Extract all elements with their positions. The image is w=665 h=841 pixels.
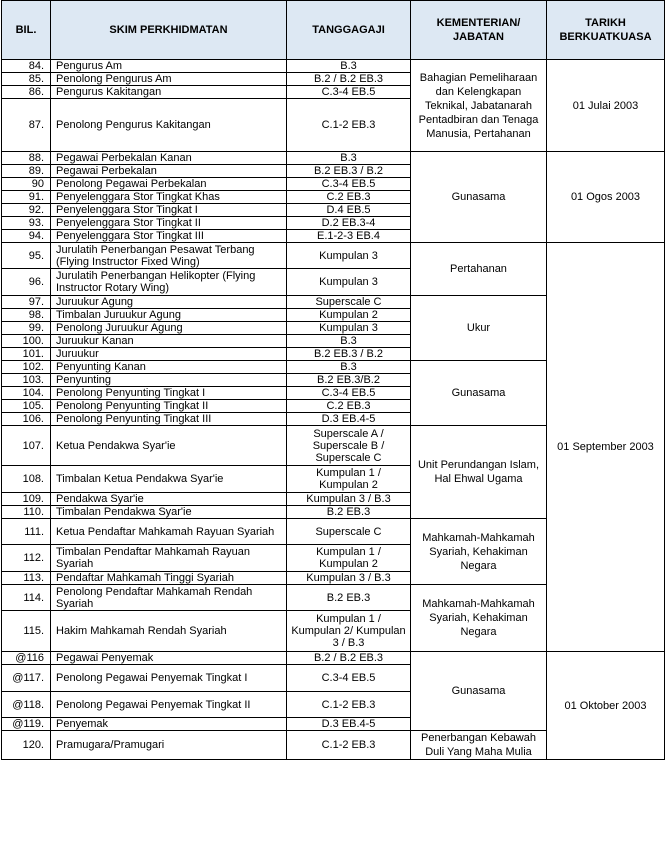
header-tanggagaji: TANGGAGAJI (287, 1, 411, 60)
row-skim: Pegawai Perbekalan Kanan (51, 152, 287, 165)
header-kementerian: KEMENTERIAN/ JABATAN (411, 1, 547, 60)
row-tanggagaji: B.3 (287, 60, 411, 73)
row-tanggagaji: Kumpulan 3 (287, 243, 411, 269)
row-bil: 85. (2, 73, 51, 86)
table-row (2, 652, 665, 665)
row-skim: Pegawai Penyemak (51, 652, 287, 665)
table-row (2, 243, 665, 269)
row-kementerian: Mahkamah-Mahkamah Syariah, Kehakiman Negara (411, 585, 547, 652)
row-bil: @117. (2, 665, 51, 692)
row-tanggagaji: C.3-4 EB.5 (287, 86, 411, 99)
row-tanggagaji: D.3 EB.4-5 (287, 413, 411, 426)
row-tanggagaji: B.3 (287, 361, 411, 374)
row-kementerian: Gunasama (411, 361, 547, 426)
row-bil: 101. (2, 348, 51, 361)
row-skim: Penolong Pegawai Perbekalan (51, 178, 287, 191)
row-bil: 100. (2, 335, 51, 348)
row-kementerian: Unit Perundangan Islam, Hal Ehwal Ugama (411, 426, 547, 519)
row-bil: 102. (2, 361, 51, 374)
row-tarikh: 01 Ogos 2003 (547, 152, 665, 243)
row-skim: Penolong Pengurus Am (51, 73, 287, 86)
row-bil: 110. (2, 506, 51, 519)
row-skim: Timbalan Pendaftar Mahkamah Rayuan Syariah (51, 545, 287, 572)
skim-table (1, 0, 665, 760)
row-skim: Pendaftar Mahkamah Tinggi Syariah (51, 572, 287, 585)
row-bil: 107. (2, 426, 51, 466)
row-bil: 88. (2, 152, 51, 165)
row-tanggagaji: E.1-2-3 EB.4 (287, 230, 411, 243)
header-bil: BIL. (2, 1, 51, 60)
row-tanggagaji: C.1-2 EB.3 (287, 731, 411, 760)
row-bil: 89. (2, 165, 51, 178)
row-skim: Juruukur Agung (51, 296, 287, 309)
row-tanggagaji: D.4 EB.5 (287, 204, 411, 217)
row-skim: Penyemak (51, 718, 287, 731)
row-tanggagaji: B.3 (287, 152, 411, 165)
row-tanggagaji: B.2 EB.3/B.2 (287, 374, 411, 387)
row-bil: @119. (2, 718, 51, 731)
row-skim: Ketua Pendakwa Syar'ie (51, 426, 287, 466)
row-bil: 99. (2, 322, 51, 335)
row-tanggagaji: B.2 EB.3 / B.2 (287, 165, 411, 178)
row-bil: 98. (2, 309, 51, 322)
row-kementerian: Gunasama (411, 152, 547, 243)
row-skim: Hakim Mahkamah Rendah Syariah (51, 611, 287, 652)
row-bil: 84. (2, 60, 51, 73)
header-row (2, 1, 665, 60)
row-tanggagaji: B.2 EB.3 / B.2 (287, 348, 411, 361)
row-kementerian: Penerbangan Kebawah Duli Yang Maha Mulia (411, 731, 547, 760)
row-bil: 95. (2, 243, 51, 269)
row-tanggagaji: B.2 / B.2 EB.3 (287, 652, 411, 665)
row-skim: Juruukur (51, 348, 287, 361)
row-bil: 112. (2, 545, 51, 572)
row-tanggagaji: C.1-2 EB.3 (287, 692, 411, 718)
row-tanggagaji: Kumpulan 3 / B.3 (287, 572, 411, 585)
row-kementerian: Ukur (411, 296, 547, 361)
row-skim: Penyunting Kanan (51, 361, 287, 374)
row-tanggagaji: Kumpulan 1 / Kumpulan 2/ Kumpulan 3 / B.3 (287, 611, 411, 652)
row-tanggagaji: Kumpulan 2 (287, 309, 411, 322)
row-skim: Pengurus Kakitangan (51, 86, 287, 99)
row-skim: Pengurus Am (51, 60, 287, 73)
row-tanggagaji: Superscale C (287, 296, 411, 309)
row-bil: @116 (2, 652, 51, 665)
row-tanggagaji: Kumpulan 3 (287, 322, 411, 335)
row-skim: Jurulatih Penerbangan Pesawat Terbang (Flying Instructor Fixed Wing) (51, 243, 287, 269)
row-bil: 109. (2, 493, 51, 506)
row-tanggagaji: C.1-2 EB.3 (287, 99, 411, 152)
row-skim: Penolong Pendaftar Mahkamah Rendah Syariah (51, 585, 287, 611)
row-skim: Pegawai Perbekalan (51, 165, 287, 178)
row-bil: 111. (2, 519, 51, 545)
row-bil: 120. (2, 731, 51, 760)
row-skim: Pendakwa Syar'ie (51, 493, 287, 506)
row-tanggagaji: Superscale A / Superscale B / Superscale C (287, 426, 411, 466)
row-skim: Timbalan Ketua Pendakwa Syar'ie (51, 466, 287, 493)
row-skim: Juruukur Kanan (51, 335, 287, 348)
row-tanggagaji: Superscale C (287, 519, 411, 545)
row-tanggagaji: D.2 EB.3-4 (287, 217, 411, 230)
row-bil: 103. (2, 374, 51, 387)
row-skim: Pramugara/Pramugari (51, 731, 287, 760)
row-kementerian: Pertahanan (411, 243, 547, 296)
row-tanggagaji: C.2 EB.3 (287, 400, 411, 413)
row-tanggagaji: Kumpulan 3 (287, 269, 411, 296)
row-skim: Penolong Pengurus Kakitangan (51, 99, 287, 152)
row-tanggagaji: B.2 / B.2 EB.3 (287, 73, 411, 86)
row-tanggagaji: D.3 EB.4-5 (287, 718, 411, 731)
row-skim: Timbalan Pendakwa Syar'ie (51, 506, 287, 519)
row-skim: Penyelenggara Stor Tingkat II (51, 217, 287, 230)
row-tanggagaji: C.3-4 EB.5 (287, 178, 411, 191)
row-bil: 93. (2, 217, 51, 230)
row-skim: Penolong Pegawai Penyemak Tingkat II (51, 692, 287, 718)
row-kementerian: Bahagian Pemeliharaan dan Kelengkapan Teknikal, Jabatanarah Pentadbiran dan Tenaga Manusia, Pertahanan (411, 60, 547, 152)
row-bil: 96. (2, 269, 51, 296)
row-skim: Ketua Pendaftar Mahkamah Rayuan Syariah (51, 519, 287, 545)
row-tarikh: 01 Julai 2003 (547, 60, 665, 152)
row-tanggagaji: Kumpulan 1 / Kumpulan 2 (287, 545, 411, 572)
row-bil: 97. (2, 296, 51, 309)
row-skim: Penolong Juruukur Agung (51, 322, 287, 335)
row-bil: 106. (2, 413, 51, 426)
header-skim: SKIM PERKHIDMATAN (51, 1, 287, 60)
row-tanggagaji: Kumpulan 3 / B.3 (287, 493, 411, 506)
row-kementerian: Gunasama (411, 652, 547, 731)
row-skim: Penolong Pegawai Penyemak Tingkat I (51, 665, 287, 692)
row-skim: Penolong Penyunting Tingkat I (51, 387, 287, 400)
row-bil: 115. (2, 611, 51, 652)
row-kementerian: Mahkamah-Mahkamah Syariah, Kehakiman Negara (411, 519, 547, 585)
row-tanggagaji: B.2 EB.3 (287, 585, 411, 611)
row-skim: Penyelenggara Stor Tingkat Khas (51, 191, 287, 204)
row-bil: 91. (2, 191, 51, 204)
row-bil: 104. (2, 387, 51, 400)
row-tanggagaji: C.3-4 EB.5 (287, 665, 411, 692)
row-tanggagaji: Kumpulan 1 / Kumpulan 2 (287, 466, 411, 493)
table-row (2, 152, 665, 165)
row-skim: Penolong Penyunting Tingkat III (51, 413, 287, 426)
row-bil: 90 (2, 178, 51, 191)
row-skim: Jurulatih Penerbangan Helikopter (Flying Instructor Rotary Wing) (51, 269, 287, 296)
row-bil: 108. (2, 466, 51, 493)
row-bil: 92. (2, 204, 51, 217)
table-row (2, 60, 665, 73)
row-bil: 94. (2, 230, 51, 243)
row-tanggagaji: B.2 EB.3 (287, 506, 411, 519)
row-tanggagaji: C.2 EB.3 (287, 191, 411, 204)
row-skim: Timbalan Juruukur Agung (51, 309, 287, 322)
row-tanggagaji: C.3-4 EB.5 (287, 387, 411, 400)
row-skim: Penyunting (51, 374, 287, 387)
row-skim: Penyelenggara Stor Tingkat III (51, 230, 287, 243)
header-tarikh: TARIKH BERKUATKUASA (547, 1, 665, 60)
row-bil: 113. (2, 572, 51, 585)
row-bil: @118. (2, 692, 51, 718)
row-skim: Penolong Penyunting Tingkat II (51, 400, 287, 413)
row-bil: 114. (2, 585, 51, 611)
row-skim: Penyelenggara Stor Tingkat I (51, 204, 287, 217)
row-bil: 87. (2, 99, 51, 152)
row-bil: 86. (2, 86, 51, 99)
row-tanggagaji: B.3 (287, 335, 411, 348)
row-bil: 105. (2, 400, 51, 413)
row-tarikh: 01 Oktober 2003 (547, 652, 665, 760)
row-tarikh: 01 September 2003 (547, 243, 665, 652)
